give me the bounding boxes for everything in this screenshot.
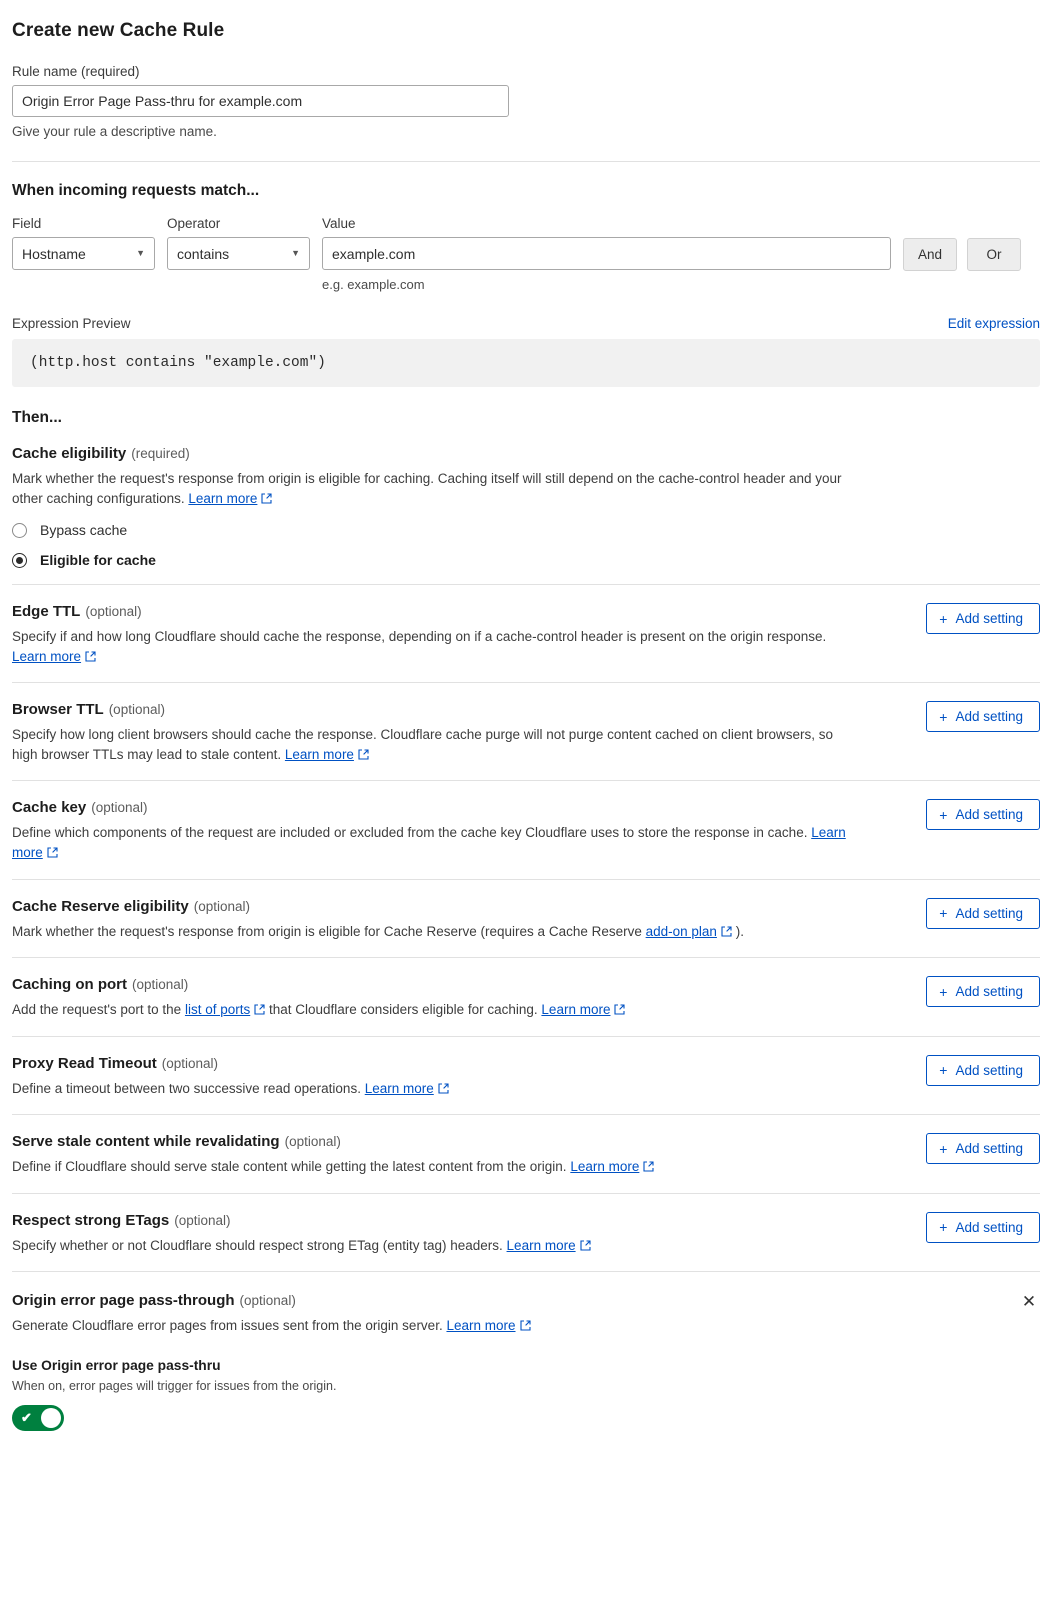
check-icon: ✔ <box>21 1409 32 1425</box>
match-row <box>12 216 1040 292</box>
operator-label: Operator <box>167 216 221 231</box>
expression-header <box>12 316 1040 331</box>
or-button[interactable]: Or <box>967 238 1021 271</box>
cache-reserve-desc: Mark whether the request's response from origin is eligible for Cache Reserve (requires a Cache Reserve add-on plan ). <box>12 923 744 939</box>
learn-more-link[interactable]: Learn more <box>364 1080 434 1096</box>
cache-key-title: Cache key (optional) <box>12 799 148 817</box>
chevron-down-icon: ▼ <box>136 248 145 258</box>
external-link-icon <box>614 1004 625 1015</box>
rule-name-help: Give your rule a descriptive name. <box>12 124 217 139</box>
required-tag: (required) <box>131 446 190 461</box>
edge-ttl-title: Edge TTL (optional) <box>12 603 142 621</box>
external-link-icon <box>438 1083 449 1094</box>
cache-eligibility-title: Cache eligibility (required) <box>12 445 190 462</box>
add-setting-button-edge-ttl[interactable]: + Add setting <box>926 603 1040 634</box>
operator-group <box>167 216 310 270</box>
list-of-ports-link[interactable]: list of ports <box>184 1002 251 1018</box>
cache-key-block <box>12 781 1040 879</box>
plus-icon: + <box>939 983 948 1000</box>
divider <box>12 161 1040 162</box>
add-setting-button-cache-reserve[interactable]: + Add setting <box>926 898 1040 929</box>
value-input[interactable] <box>322 237 891 270</box>
plus-icon: + <box>939 905 948 921</box>
edge-ttl-block <box>12 585 1040 683</box>
bypass-cache-option[interactable] <box>12 522 1040 538</box>
learn-more-link[interactable]: Learn more <box>570 1159 640 1175</box>
cache-eligibility-desc: Mark whether the request's response from origin is eligible for caching. Caching itself will still depend on the cache-control header and your other caching configurations. Learn more <box>12 471 842 506</box>
add-setting-button-respect-strong-etags[interactable]: + Add setting <box>926 1212 1040 1243</box>
browser-ttl-desc: Specify how long client browsers should cache the response. Cloudflare cache purge will not purge content cached on client browsers, so high browser TTLs may lead to stale content. Learn more <box>12 727 833 762</box>
external-link-icon <box>254 1004 265 1015</box>
learn-more-link[interactable]: Learn more <box>541 1002 611 1018</box>
plus-icon: + <box>939 610 948 627</box>
cache-reserve-title: Cache Reserve eligibility (optional) <box>12 897 251 915</box>
add-setting-button-serve-stale-content[interactable]: + Add setting <box>926 1133 1040 1164</box>
proxy-read-timeout-block <box>12 1037 1040 1116</box>
caching-on-port-block <box>12 958 1040 1037</box>
external-link-icon <box>358 749 369 760</box>
radio-icon[interactable] <box>12 523 27 538</box>
proxy-read-timeout-desc: Define a timeout between two successive read operations. Learn more <box>12 1079 857 1099</box>
expression-label: Expression Preview <box>12 316 131 331</box>
respect-strong-etags-block <box>12 1194 1040 1273</box>
operator-select-value: contains <box>177 245 230 262</box>
caching-on-port-desc: Add the request's port to the list of ports that Cloudflare considers eligible for caching. Learn more <box>12 1000 857 1020</box>
add-setting-button-cache-key[interactable]: + Add setting <box>926 799 1040 830</box>
origin-error-toggle[interactable] <box>12 1405 64 1431</box>
and-button[interactable]: And <box>903 238 957 271</box>
learn-more-link[interactable]: Learn more <box>284 746 354 762</box>
add-on-plan-link[interactable]: add-on plan <box>645 923 717 939</box>
value-label: Value <box>322 216 356 231</box>
external-link-icon <box>85 651 96 662</box>
field-label: Field <box>12 216 42 231</box>
external-link-icon <box>721 926 732 937</box>
external-link-icon <box>47 847 58 858</box>
add-setting-button-browser-ttl[interactable]: + Add setting <box>926 701 1040 732</box>
cache-key-desc: Define which components of the request are included or excluded from the cache key Cloudflare uses to store the response in cache. Learn more <box>12 825 846 860</box>
serve-stale-content-block <box>12 1115 1040 1194</box>
plus-icon: + <box>939 708 948 725</box>
operator-select[interactable] <box>167 237 310 270</box>
close-icon[interactable]: ✕ <box>1021 1292 1037 1312</box>
serve-stale-content-desc: Define if Cloudflare should serve stale content while getting the latest content from the origin. Learn more <box>12 1157 857 1177</box>
external-link-icon <box>520 1320 531 1331</box>
rule-name-input[interactable] <box>12 85 509 117</box>
external-link-icon <box>580 1240 591 1251</box>
chevron-down-icon: ▼ <box>291 248 300 258</box>
caching-on-port-title: Caching on port (optional) <box>12 976 189 994</box>
rule-name-group <box>12 64 1040 139</box>
plus-icon: + <box>939 1140 948 1157</box>
cache-eligibility-block <box>12 427 1040 585</box>
origin-error-page-desc: Generate Cloudflare error pages from issues sent from the origin server. Learn more <box>12 1316 857 1336</box>
plus-icon: + <box>939 806 948 823</box>
learn-more-link[interactable]: Learn more <box>506 1237 576 1253</box>
bypass-cache-label: Bypass cache <box>40 522 128 539</box>
edge-ttl-desc: Specify if and how long Cloudflare should cache the response, depending on if a cache-control header is present on the origin response. Learn more <box>12 629 827 664</box>
value-hint: e.g. example.com <box>322 277 425 292</box>
match-logic-buttons <box>903 238 1021 271</box>
eligible-for-cache-option[interactable] <box>12 552 1040 568</box>
serve-stale-content-title: Serve stale content while revalidating (optional) <box>12 1133 341 1151</box>
learn-more-link[interactable]: Learn more <box>446 1318 516 1334</box>
external-link-icon <box>643 1161 654 1172</box>
origin-error-page-title: Origin error page pass-through (optional) <box>12 1292 296 1310</box>
external-link-icon <box>261 493 272 504</box>
proxy-read-timeout-title: Proxy Read Timeout (optional) <box>12 1054 219 1072</box>
expression-preview: (http.host contains "example.com") <box>12 339 1040 387</box>
toggle-knob <box>41 1408 61 1428</box>
browser-ttl-block <box>12 683 1040 781</box>
field-group <box>12 216 155 270</box>
add-setting-button-proxy-read-timeout[interactable]: + Add setting <box>926 1055 1040 1086</box>
learn-more-link[interactable]: Learn more <box>12 825 846 860</box>
field-select-value: Hostname <box>22 245 86 262</box>
browser-ttl-title: Browser TTL (optional) <box>12 701 165 719</box>
plus-icon: + <box>939 1219 948 1236</box>
edit-expression-link[interactable]: Edit expression <box>947 316 1040 331</box>
origin-error-toggle-title: Use Origin error page pass-thru <box>12 1357 221 1373</box>
field-select[interactable] <box>12 237 155 270</box>
respect-strong-etags-desc: Specify whether or not Cloudflare should respect strong ETag (entity tag) headers. Learn more <box>12 1236 857 1256</box>
cache-reserve-block <box>12 880 1040 959</box>
rule-name-label: Rule name (required) <box>12 64 140 79</box>
then-heading: Then... <box>12 409 62 426</box>
learn-more-link[interactable]: Learn more <box>12 648 82 664</box>
origin-error-page-head <box>12 1292 1040 1336</box>
cache-eligibility-head <box>12 445 1040 462</box>
radio-icon-selected[interactable] <box>12 553 27 568</box>
origin-error-page-block <box>12 1272 1040 1431</box>
add-setting-button-caching-on-port[interactable]: + Add setting <box>926 976 1040 1007</box>
value-group <box>322 216 891 292</box>
eligible-for-cache-label: Eligible for cache <box>40 552 156 569</box>
respect-strong-etags-title: Respect strong ETags (optional) <box>12 1211 231 1229</box>
plus-icon: + <box>939 1062 948 1079</box>
page-title: Create new Cache Rule <box>12 20 225 41</box>
origin-error-toggle-subtitle: When on, error pages will trigger for issues from the origin. <box>12 1378 337 1393</box>
learn-more-link[interactable]: Learn more <box>188 490 258 506</box>
match-heading: When incoming requests match... <box>12 182 260 199</box>
